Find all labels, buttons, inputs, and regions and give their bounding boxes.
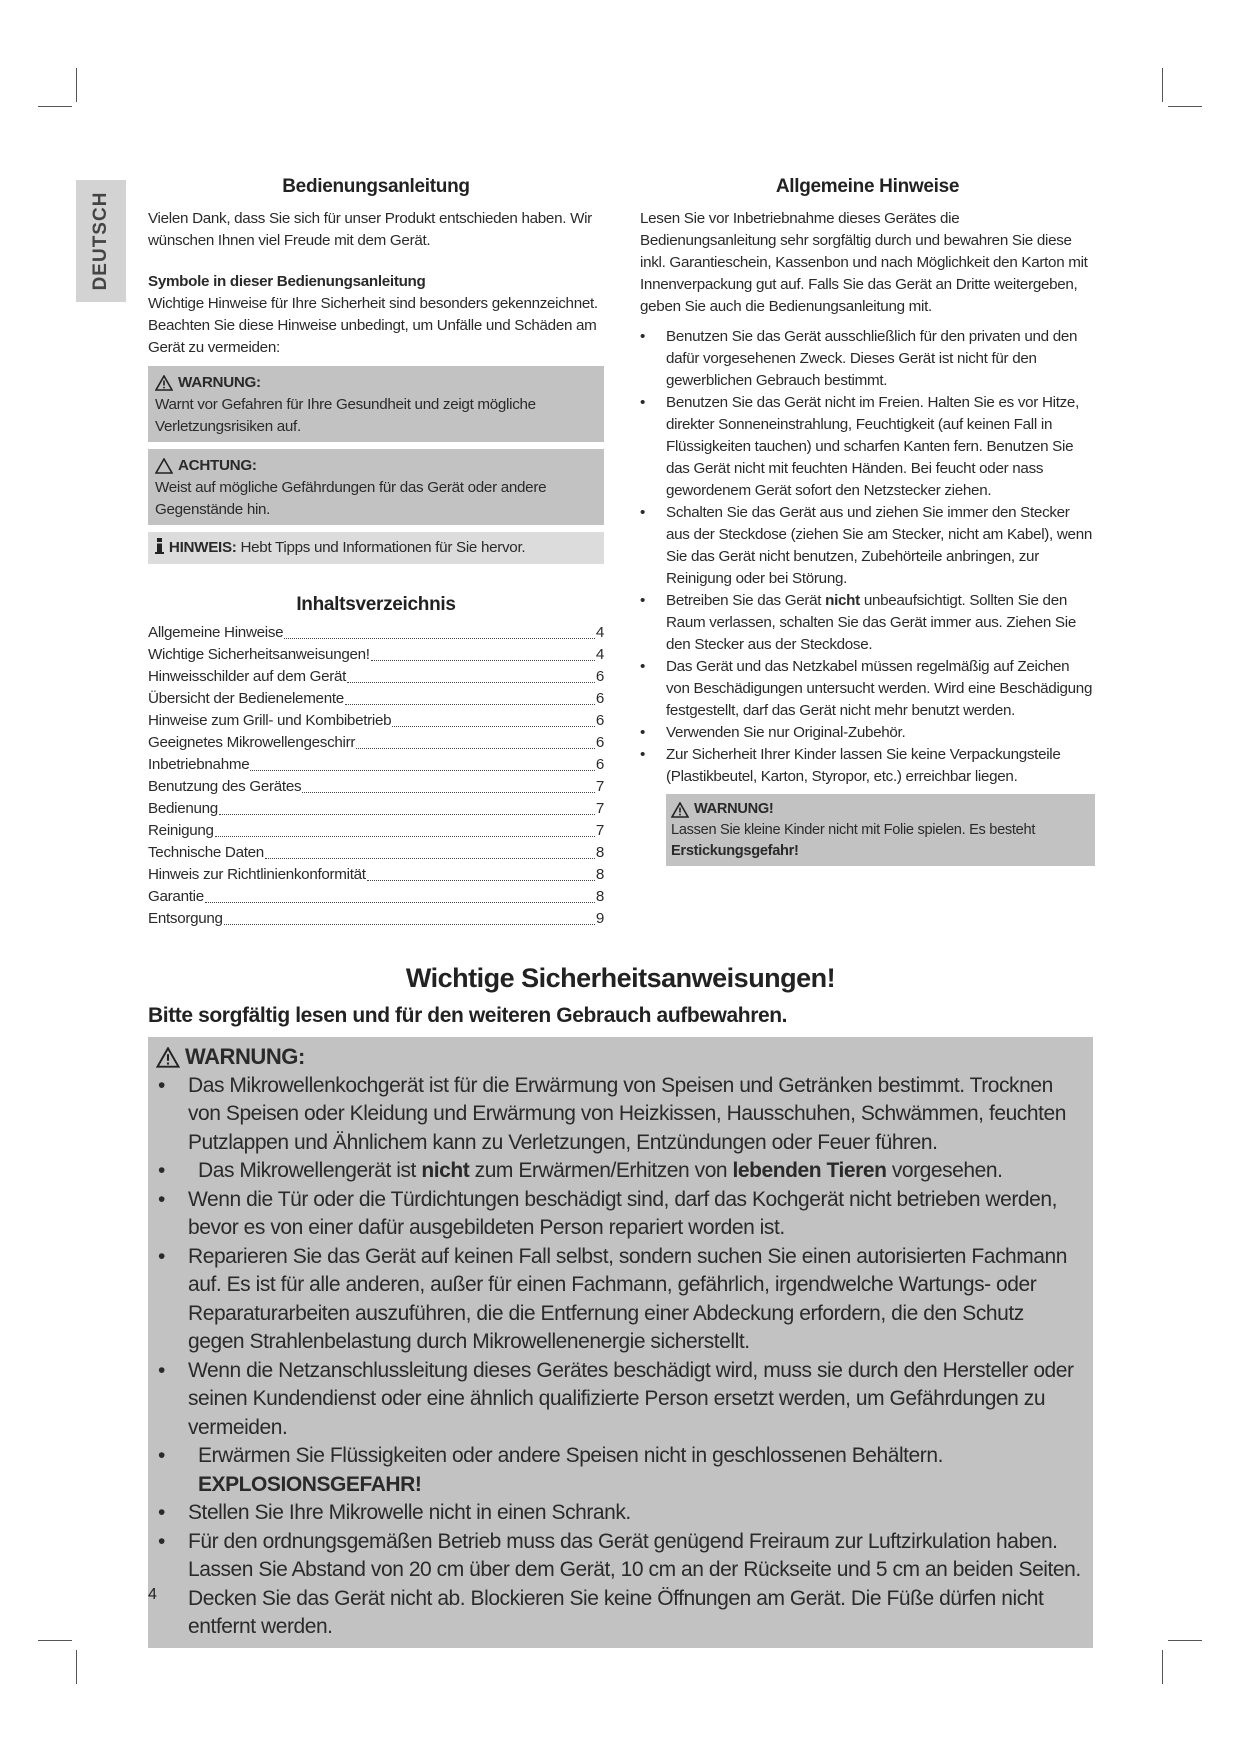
toc-row [148, 754, 604, 776]
warning-triangle-icon [671, 802, 689, 818]
toc-leader [347, 682, 595, 683]
toc-entry-page: 4 [595, 624, 604, 641]
toc-row [148, 886, 604, 908]
toc-leader [284, 638, 595, 639]
toc-entry-title: Technische Daten [148, 844, 264, 861]
toc-row [148, 776, 604, 798]
toc-entry-title: Hinweisschilder auf dem Gerät [148, 668, 347, 685]
symbols-heading: Symbole in dieser Bedienungsanleitung [148, 273, 426, 290]
language-tab [76, 180, 126, 302]
language-label: DEUTSCH [90, 191, 111, 291]
toc-row [148, 820, 604, 842]
safety-list [156, 1072, 1085, 1642]
warnung-label: WARNUNG: [178, 374, 261, 391]
achtung-text: Weist auf mögliche Gefährdungen für das Gerät oder andere Gegenstände hin. [155, 479, 547, 518]
crop-mark [1168, 106, 1202, 107]
toc-row [148, 864, 604, 886]
symbols-text: Wichtige Hinweise für Ihre Sicherheit sind besonders gekennzeichnet. Beachten Sie diese Hinweise unbedingt, um Unfälle und Schäden am Gerät zu vermeiden: [148, 295, 598, 356]
list-item: • Das Gerät und das Netzkabel müssen regelmäßig auf Zeichen von Beschädigungen untersucht werden. Wird eine Beschädigung festgestellt, darf das Gerät nicht mehr benutzt werden. [640, 656, 1095, 722]
table-of-contents [148, 622, 604, 930]
list-item: • Benutzen Sie das Gerät ausschließlich für den privaten und den dafür vorgesehenen Zweck. Dieses Gerät ist nicht für den gewerblichen Gebrauch bestimmt. [640, 326, 1095, 392]
safety-warning-box [148, 1037, 1093, 1648]
toc-leader [224, 924, 595, 925]
crop-mark [76, 68, 77, 102]
crop-mark [38, 1640, 72, 1641]
list-item: • Reparieren Sie das Gerät auf keinen Fall selbst, sondern suchen Sie einen autorisierten Fachmann auf. Es ist für alle anderen, außer für einen Fachmann, gefährlich, irgendwelche Wartungs- oder Reparaturarbeiten auszuführen, die die Entfernung einer Abdeckung erfordern, die den Schutz gegen Strahlenbelastung durch Mikrowellenenergie sicherstellt. [156, 1243, 1085, 1357]
list-item: • Stellen Sie Ihre Mikrowelle nicht in einen Schrank. [156, 1499, 1085, 1528]
toc-entry-title: Inbetriebnahme [148, 756, 250, 773]
warnung-box [148, 366, 604, 442]
list-item: • Zur Sicherheit Ihrer Kinder lassen Sie keine Verpackungsteile (Plastikbeutel, Karton, Styropor, etc.) erreichbar liegen. [640, 744, 1095, 788]
toc-entry-page: 8 [595, 844, 604, 861]
hinweis-box [148, 532, 604, 564]
toc-leader [219, 814, 595, 815]
toc-entry-title: Reinigung [148, 822, 214, 839]
toc-entry-title: Geeignetes Mikrowellengeschirr [148, 734, 356, 751]
intro-text: Vielen Dank, dass Sie sich für unser Produkt entschieden haben. Wir wünschen Ihnen viel Freude mit dem Gerät. [148, 210, 592, 249]
list-item: • Wenn die Netzanschlussleitung dieses Gerätes beschädigt wird, muss sie durch den Hersteller oder seinen Kundendienst oder eine ähnlich qualifizierte Person ersetzt werden, um Gefährdungen zu vermeiden. [156, 1357, 1085, 1443]
right-column [640, 176, 1095, 866]
crop-mark [1162, 68, 1163, 102]
achtung-box [148, 449, 604, 525]
children-warning-box [666, 794, 1095, 866]
list-item: • Erwärmen Sie Flüssigkeiten oder andere Speisen nicht in geschlossenen Behältern. EXPLOSIONSGEFAHR! [156, 1442, 1085, 1499]
toc-entry-page: 6 [595, 712, 604, 729]
toc-entry-page: 6 [595, 756, 604, 773]
toc-entry-title: Allgemeine Hinweise [148, 624, 284, 641]
toc-entry-title: Wichtige Sicherheitsanweisungen! [148, 646, 370, 663]
warning-triangle-icon [155, 375, 173, 391]
list-item: • Benutzen Sie das Gerät nicht im Freien. Halten Sie es vor Hitze, direkter Sonneneinstrahlung, Feuchtigkeit (auf keinen Fall in Flüssigkeiten tauchen) und scharfen Kanten fern. Benutzen Sie das Gerät nicht mit feuchten Händen. Bei feucht oder nass gewordenem Gerät sofort den Netzstecker ziehen. [640, 392, 1095, 502]
toc-entry-title: Hinweis zur Richtlinienkonformität [148, 866, 366, 883]
warning-triangle-icon [156, 1047, 180, 1068]
toc-row [148, 622, 604, 644]
hinweis-text: Hebt Tipps und Informationen für Sie hervor. [240, 539, 526, 556]
toc-entry-page: 6 [595, 690, 604, 707]
section-title-general: Allgemeine Hinweise [775, 176, 960, 197]
safety-title: Wichtige Sicherheitsanweisungen! [405, 963, 836, 993]
list-item: • Das Mikrowellenkochgerät ist für die Erwärmung von Speisen und Getränken bestimmt. Trocknen von Speisen oder Kleidung und Erwärmung von Heizkissen, Hausschuhen, Schwämmen, feuchten Putzlappen und Ähnlichem kann zu Verletzungen, Entzündungen oder Feuer führen. [156, 1072, 1085, 1158]
toc-leader [356, 748, 595, 749]
safety-warning-label: WARNUNG: [185, 1044, 305, 1069]
list-item: • Wenn die Tür oder die Türdichtungen beschädigt sind, darf das Kochgerät nicht betrieben werden, bevor es von einer dafür ausgebildeten Person repariert worden ist. [156, 1186, 1085, 1243]
toc-leader [205, 902, 595, 903]
list-item: • Für den ordnungsgemäßen Betrieb muss das Gerät genügend Freiraum zur Luftzirkulation haben. Lassen Sie Abstand von 20 cm über dem Gerät, 10 cm an der Rückseite und 5 cm an beiden Seiten. Decken Sie das Gerät nicht ab. Blockieren Sie keine Öffnungen am Gerät. Die Füße dürfen nicht entfernt werden. [156, 1528, 1085, 1642]
left-column [148, 176, 604, 930]
safety-section [148, 963, 1093, 1648]
toc-leader [345, 704, 595, 705]
toc-entry-page: 6 [595, 734, 604, 751]
toc-entry-page: 8 [595, 866, 604, 883]
warning-text: Lassen Sie kleine Kinder nicht mit Folie spielen. Es besteht [671, 822, 1036, 838]
toc-entry-title: Garantie [148, 888, 204, 905]
page-number: 4 [148, 1586, 157, 1603]
toc-entry-page: 9 [595, 910, 604, 927]
toc-entry-page: 4 [595, 646, 604, 663]
toc-row [148, 732, 604, 754]
toc-entry-page: 7 [595, 778, 604, 795]
toc-leader [302, 792, 595, 793]
info-icon [155, 538, 165, 554]
achtung-label: ACHTUNG: [178, 457, 257, 474]
toc-row [148, 688, 604, 710]
toc-leader [265, 858, 595, 859]
caution-triangle-icon [155, 458, 173, 474]
toc-entry-page: 8 [595, 888, 604, 905]
crop-mark [1162, 1650, 1163, 1684]
toc-entry-title: Benutzung des Gerätes [148, 778, 302, 795]
warnung-text: Warnt vor Gefahren für Ihre Gesundheit und zeigt mögliche Verletzungsrisiken auf. [155, 396, 536, 435]
toc-row [148, 798, 604, 820]
toc-entry-page: 7 [595, 800, 604, 817]
toc-entry-page: 6 [595, 668, 604, 685]
toc-leader [371, 660, 595, 661]
crop-mark [1168, 1640, 1202, 1641]
general-list [640, 326, 1095, 788]
toc-title: Inhaltsverzeichnis [296, 594, 456, 615]
toc-leader [367, 880, 595, 881]
toc-row [148, 644, 604, 666]
toc-entry-page: 7 [595, 822, 604, 839]
warning-bold: Erstickungsgefahr! [671, 843, 799, 859]
toc-row [148, 842, 604, 864]
list-item: • Das Mikrowellengerät ist nicht zum Erwärmen/Erhitzen von lebenden Tieren vorgesehen. [156, 1157, 1085, 1186]
list-item: • Betreiben Sie das Gerät nicht unbeaufsichtigt. Sollten Sie den Raum verlassen, schalten Sie das Gerät immer aus. Ziehen Sie den Stecker aus der Steckdose. [640, 590, 1095, 656]
toc-leader [215, 836, 595, 837]
general-intro: Lesen Sie vor Inbetriebnahme dieses Gerätes die Bedienungsanleitung sehr sorgfältig durch und bewahren Sie diese inkl. Garantieschein, Kassenbon und nach Möglichkeit den Karton mit Innenverpackung gut auf. Falls Sie das Gerät an Dritte weitergeben, geben Sie auch die Bedienungsanleitung mit. [640, 210, 1088, 315]
toc-row [148, 908, 604, 930]
section-title-manual: Bedienungsanleitung [282, 176, 470, 197]
toc-entry-title: Entsorgung [148, 910, 223, 927]
toc-leader [250, 770, 595, 771]
toc-row [148, 666, 604, 688]
crop-mark [38, 106, 72, 107]
safety-subtitle: Bitte sorgfältig lesen und für den weiteren Gebrauch aufbewahren. [148, 1004, 788, 1027]
crop-mark [76, 1650, 77, 1684]
toc-leader [392, 726, 595, 727]
hinweis-label: HINWEIS: [168, 539, 237, 556]
list-item: • Schalten Sie das Gerät aus und ziehen Sie immer den Stecker aus der Steckdose (ziehen Sie am Stecker, nicht am Kabel), wenn Sie das Gerät nicht benutzen, Zubehörteile anbringen, zur Reinigung oder bei Störung. [640, 502, 1095, 590]
toc-entry-title: Bedienung [148, 800, 218, 817]
warning-label: WARNUNG! [694, 801, 774, 817]
toc-entry-title: Übersicht der Bedienelemente [148, 690, 344, 707]
toc-entry-title: Hinweise zum Grill- und Kombibetrieb [148, 712, 392, 729]
toc-row [148, 710, 604, 732]
list-item: • Verwenden Sie nur Original-Zubehör. [640, 722, 1095, 744]
